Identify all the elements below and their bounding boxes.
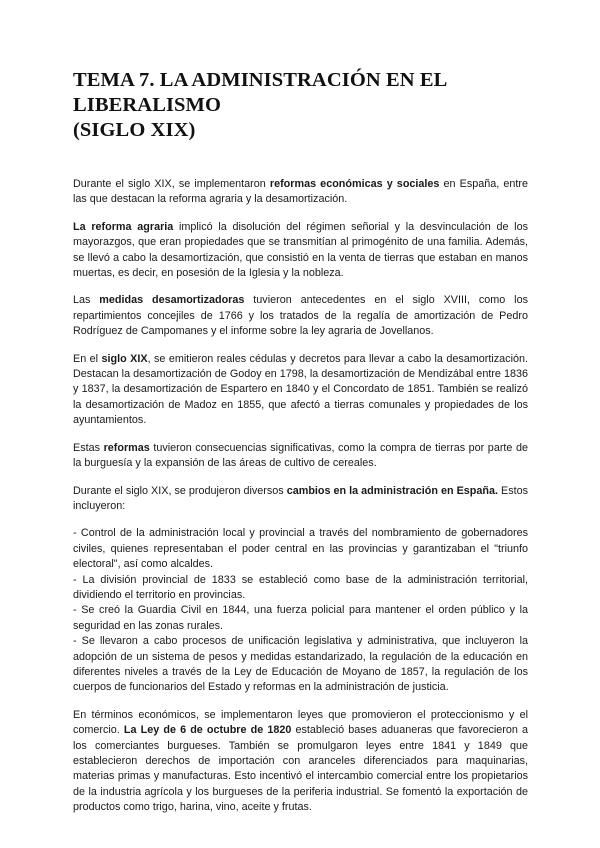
paragraph-reforma-agraria: [73, 220, 528, 282]
bold-phrase: medidas desamortizadoras: [99, 294, 245, 307]
text-run: Durante el siglo XIX, se produjeron diversos: [73, 484, 287, 497]
paragraph-siglo-xix: [73, 352, 528, 429]
text-run: En el: [73, 352, 102, 365]
paragraph-economia: [73, 708, 528, 816]
bold-phrase: reformas económicas y sociales: [269, 178, 440, 190]
page-title: [73, 68, 528, 143]
bold-phrase: La reforma agraria: [73, 220, 174, 233]
text-run: Durante el siglo XIX, se implementaron: [73, 178, 270, 190]
text-run: estableció bases aduaneras que favorecieron a los comerciantes burgueses. También se promulgaron leyes entre 1841 y 1849 que establecieron derechos de importación con aranceles diferenciados para maquinarias, materias primas y manufacturas. Esto incentivó el intercambio comercial entre los propietarios de la industria agrícola y los burgueses de la periferia industrial. Se fomentó la exportación de productos como trigo, harina, vino, aceite y frutas.: [73, 724, 528, 814]
text-run: Las: [73, 294, 100, 307]
text-run: implicó la disolución del régimen señorial y la desvinculación de los mayorazgos, que eran propiedades que se transmitían al primogénito de una familia. Además, se llevó a cabo la desamortización, que consistió en la venta de tierras que estaban en manos muertas, es decir, en posesión de la Iglesia y la nobleza.: [73, 220, 528, 280]
bold-phrase: cambios en la administración en España.: [286, 484, 498, 497]
paragraph-cambios: [73, 484, 528, 515]
bold-phrase: La Ley de 6 de octubre de 1820: [123, 724, 292, 737]
paragraph-reformas: [73, 441, 528, 472]
bold-phrase: siglo XIX: [101, 352, 148, 365]
text-run: Estos incluyeron:: [73, 484, 528, 512]
text-run: , se emitieron reales cédulas y decretos para llevar a cabo la desamortización. Destacan la desamortización de Godoy en 1798, la desamortización de Mendizábal entre 1836 y 1837, la desamortización de Espartero en 1840 y el Concordato de 1851. También se realizó la desamortización de Madoz en 1855, que afectó a tierras comunales y propiedades de los ayuntamientos.: [73, 352, 528, 427]
bullet-item: - La división provincial de 1833 se estableció como base de la administración territorial, dividiendo el territorio en provincias.: [73, 573, 528, 601]
text-run: tuvieron antecedentes en el siglo XVIII, como los repartimientos concejiles de 1766 y los tratados de la regalía de amortización de Pedro Rodríguez de Campomanes y el informe sobre la ley agraria de Jovellanos.: [73, 294, 528, 338]
title-line-1: TEMA 7. LA ADMINISTRACIÓN EN EL LIBERALISMO: [73, 69, 447, 116]
text-run: en España, entre las que destacan la reforma agraria y la desamortización.: [73, 178, 528, 206]
paragraph-intro: [73, 177, 528, 208]
bullet-item: - Se creó la Guardia Civil en 1844, una fuerza policial para mantener el orden público y la seguridad en las zonas rurales.: [73, 604, 528, 632]
text-run: tuvieron consecuencias significativas, como la compra de tierras por parte de la burguesía y la expansión de las áreas de cultivo de cereales.: [73, 441, 528, 470]
paragraph-medidas: [73, 293, 528, 339]
text-run: Estas: [73, 441, 104, 454]
bullet-item: - Se llevaron a cabo procesos de unificación legislativa y administrativa, que incluyeron la adopción de un sistema de pesos y medidas estandarizado, la regulación de la educación en diferentes niveles a través de la Ley de Educación de Moyano de 1857, la regulación de los cuerpos de funcionarios del Estado y reformas en la administración de justicia.: [73, 635, 528, 694]
bullet-item: - Control de la administración local y provincial a través del nombramiento de gobernadores civiles, quienes representaban el poder central en las provincias y garantizaban el "triunfo electoral", así como alcaldes.: [73, 527, 528, 571]
title-line-2: (SIGLO XIX): [73, 119, 196, 141]
text-run: En términos económicos, se implementaron leyes que promovieron el proteccionismo y el comercio.: [73, 708, 528, 737]
bold-phrase: reformas: [103, 441, 150, 454]
